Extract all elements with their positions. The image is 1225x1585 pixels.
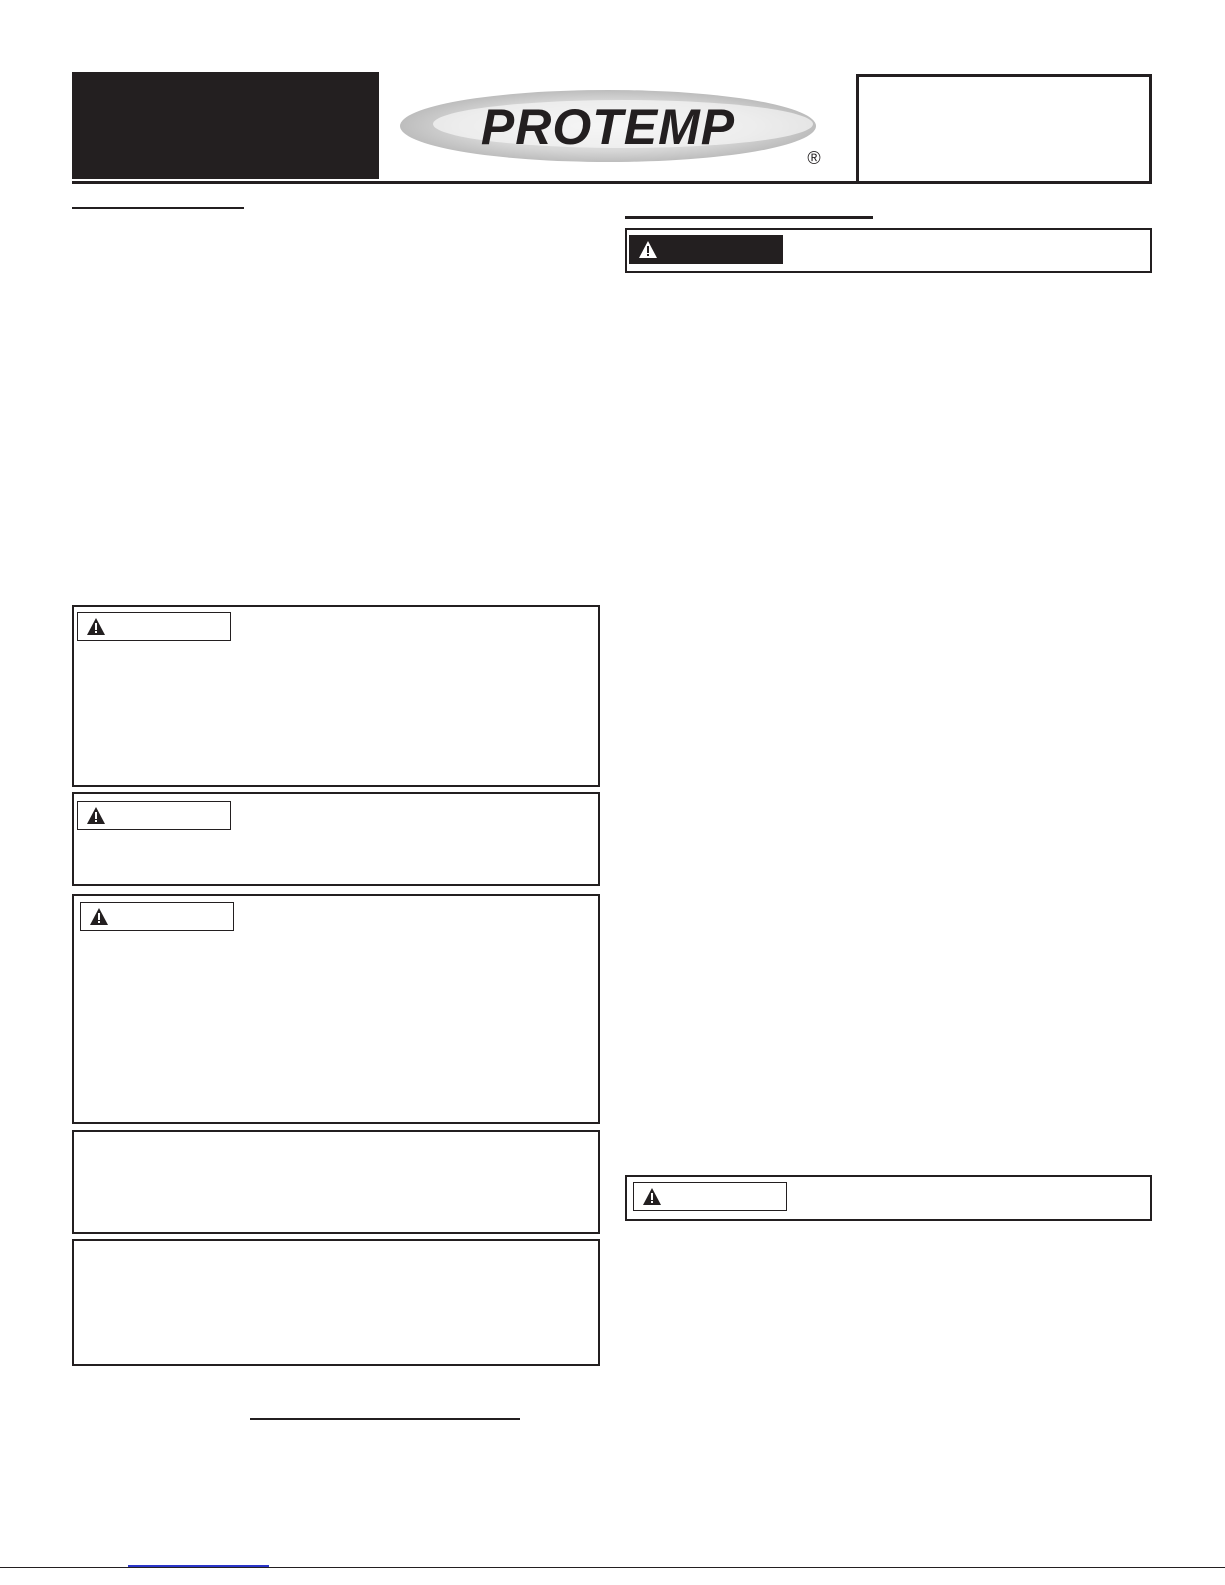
warning-box-right-1 bbox=[625, 228, 1152, 273]
footer-rule bbox=[0, 1567, 1225, 1568]
warning-box-2 bbox=[72, 792, 600, 886]
warning-triangle-icon bbox=[87, 618, 105, 635]
warning-triangle-icon bbox=[639, 241, 657, 258]
warning-box-right-2 bbox=[625, 1175, 1152, 1221]
warning-tag bbox=[633, 1182, 787, 1211]
warning-triangle-icon bbox=[87, 807, 105, 824]
header-black-block bbox=[72, 72, 379, 179]
warning-triangle-icon bbox=[90, 908, 108, 925]
section-heading-underline bbox=[72, 207, 244, 209]
warning-tag-dark bbox=[629, 235, 783, 264]
footer-link-underline[interactable] bbox=[128, 1565, 269, 1567]
registered-mark: ® bbox=[807, 148, 821, 168]
warning-tag bbox=[77, 801, 231, 830]
warning-box-3 bbox=[72, 894, 600, 1124]
subsection-heading-underline bbox=[250, 1418, 520, 1420]
section-heading-underline-right bbox=[625, 216, 873, 219]
warning-triangle-icon bbox=[643, 1188, 661, 1205]
protemp-logo bbox=[398, 88, 828, 168]
notice-box-2 bbox=[72, 1239, 600, 1366]
warning-box-1 bbox=[72, 605, 600, 787]
header-rule bbox=[72, 181, 1152, 184]
warning-tag bbox=[80, 902, 234, 931]
logo-wordmark: PROTEMP bbox=[480, 99, 736, 155]
warning-tag bbox=[77, 612, 231, 641]
document-info-box bbox=[856, 74, 1152, 182]
notice-box-1 bbox=[72, 1130, 600, 1234]
